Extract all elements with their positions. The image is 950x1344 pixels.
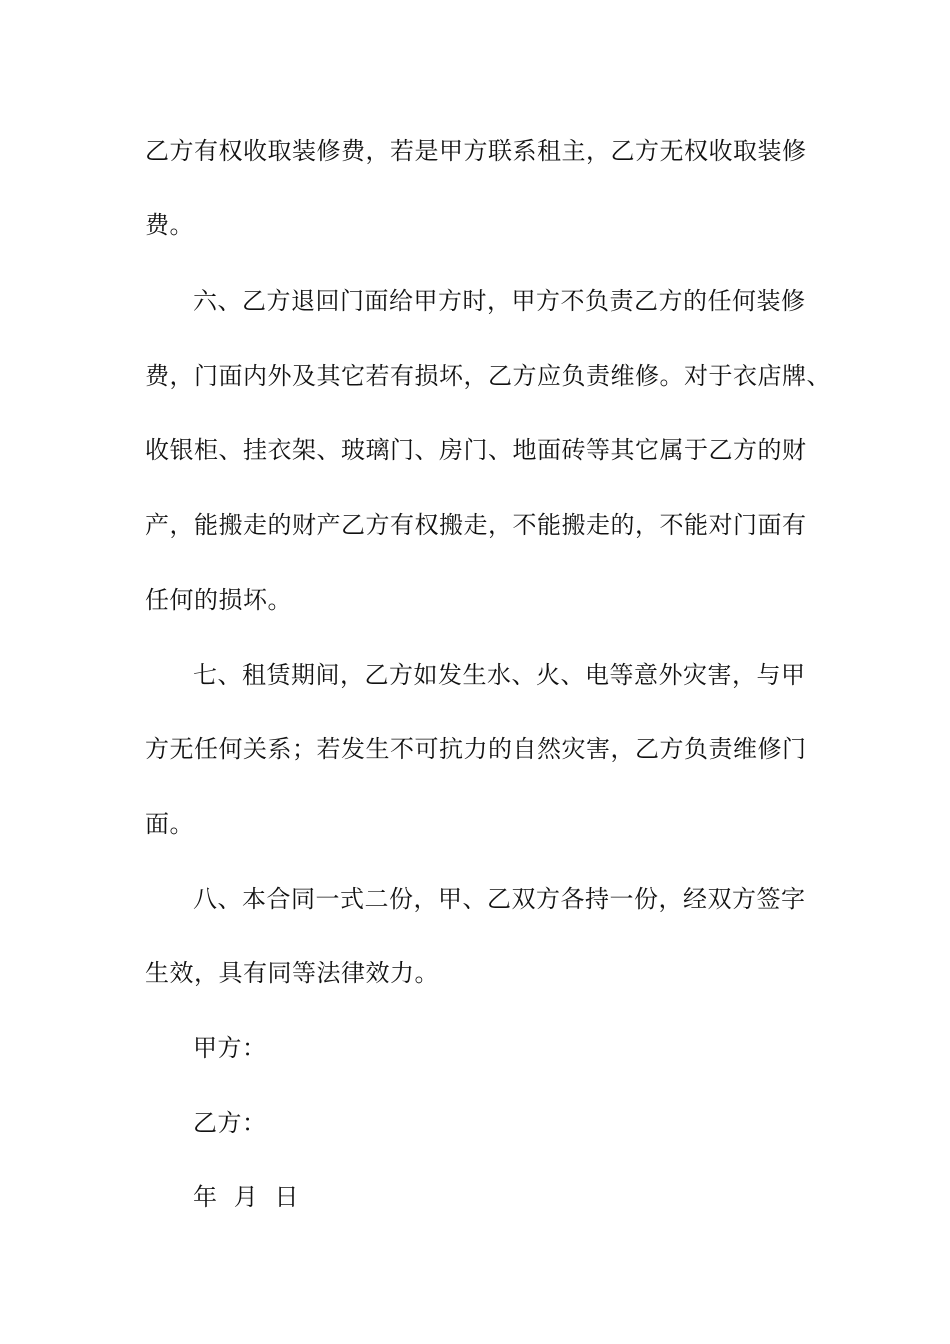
text-line: 任何的损坏。: [145, 586, 292, 614]
party-a-signature: 甲方：: [193, 1034, 267, 1062]
text-line: 方无任何关系；若发生不可抗力的自然灾害，乙方负责维修门: [145, 735, 807, 763]
clause-eight-start: 八、本合同一式二份，甲、乙双方各持一份，经双方签字: [193, 885, 806, 913]
clause-six-start: 六、乙方退回门面给甲方时，甲方不负责乙方的任何装修: [193, 287, 806, 315]
signature-date: 年 月 日: [193, 1183, 300, 1211]
clause-seven-start: 七、租赁期间，乙方如发生水、火、电等意外灾害，与甲: [193, 661, 806, 689]
text-line: 生效，具有同等法律效力。: [145, 959, 439, 987]
text-line: 费。: [145, 211, 194, 239]
text-line: 产，能搬走的财产乙方有权搬走，不能搬走的，不能对门面有: [145, 511, 807, 539]
text-line: 面。: [145, 810, 194, 838]
text-line: 收银柜、挂衣架、玻璃门、房门、地面砖等其它属于乙方的财: [145, 436, 807, 464]
text-line: 乙方有权收取装修费，若是甲方联系租主，乙方无权收取装修: [145, 137, 807, 165]
text-line: 费，门面内外及其它若有损坏，乙方应负责维修。对于衣店牌、: [145, 362, 831, 390]
party-b-signature: 乙方：: [193, 1109, 267, 1137]
